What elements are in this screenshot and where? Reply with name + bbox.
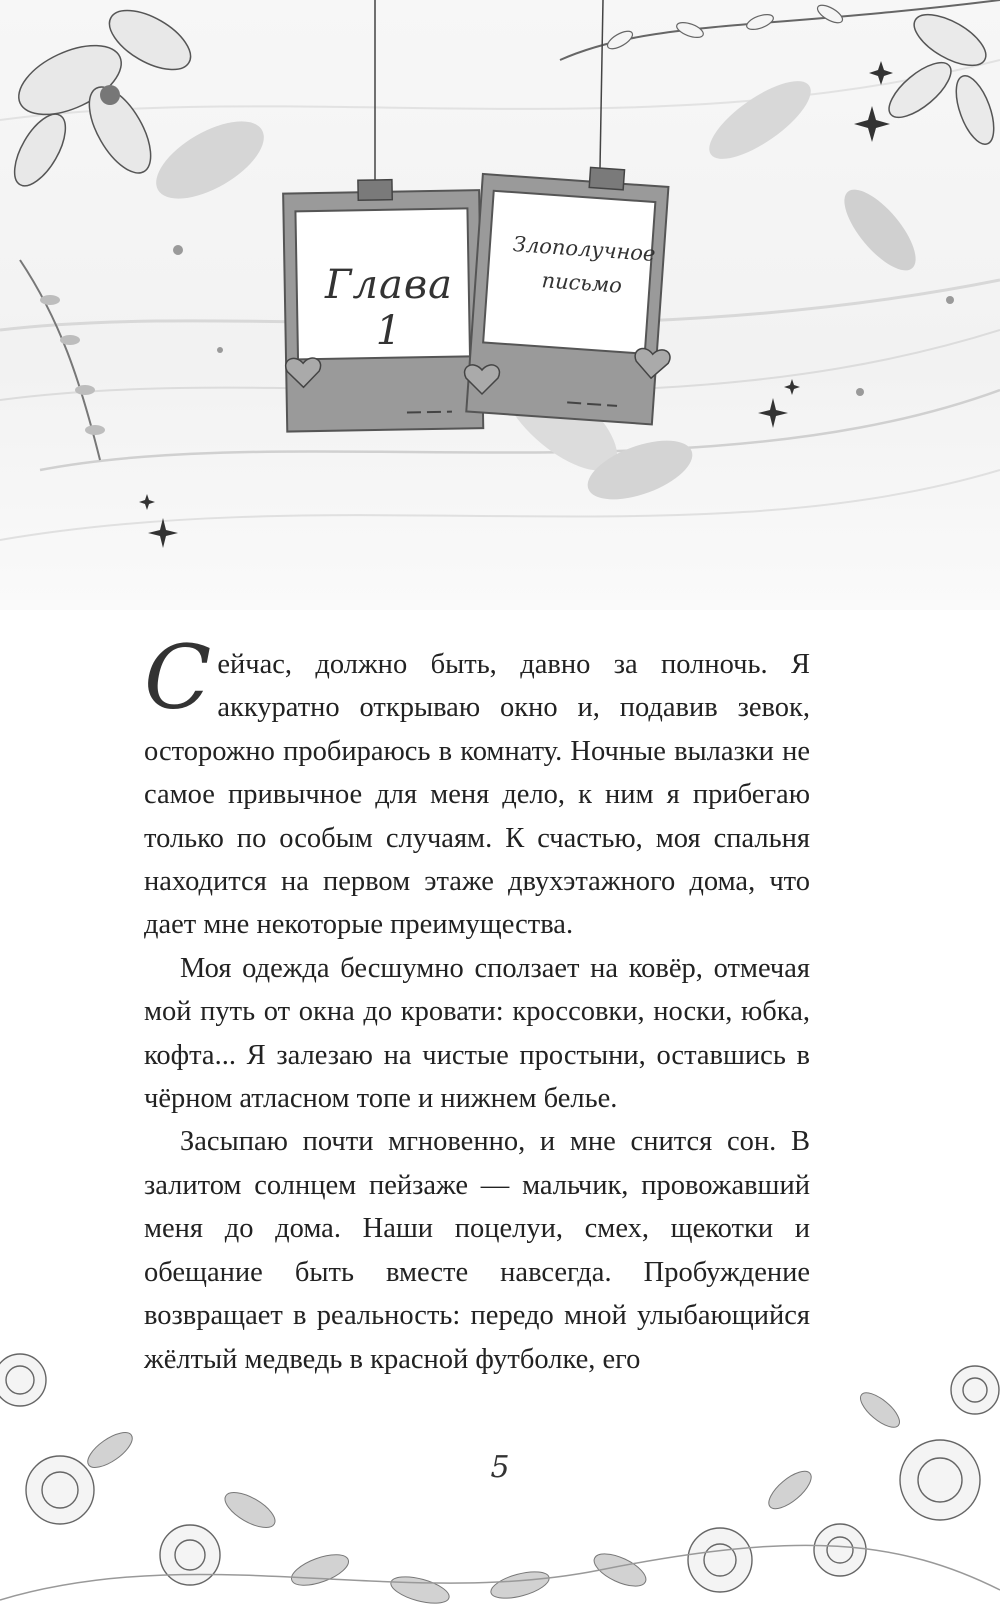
paragraph-1-text: ейчас, должно быть, давно за полночь. Я аккуратно открываю окно и, подавив зевок, осторожно пробираюсь в комнату. Ночные вылазки не самое привычное для меня дело, к ним я прибегаю только по особым случаям. К счастью, моя спальня находится на первом этаже двухэтажного дома, что дает мне некоторые преимущества. (144, 649, 810, 941)
chapter-title-line-2: письмо (540, 268, 623, 298)
paragraph-1 (144, 626, 810, 947)
page-number: 5 (490, 1450, 510, 1485)
chapter-body (144, 626, 810, 1381)
chapter-number: Глава 1 (325, 262, 453, 354)
chapter-title (506, 227, 660, 305)
chapter-title-line-1: Злополучное (512, 232, 657, 266)
header-illustration (0, 0, 1000, 610)
paragraph-3: Засыпаю почти мгновенно, и мне снится сон. В залитом солнцем пейзаже — мальчик, провожавший меня до дома. Наши поцелуи, смех, щекотки и обещание быть вместе навсегда. Пробуждение возвращает в реальность: передо мной улыбающийся жёлтый медведь в красной футболке, его (144, 1126, 810, 1375)
drop-cap: С (144, 626, 212, 729)
paragraph-2: Моя одежда бесшумно сползает на ковёр, отмечая мой путь от окна до кровати: кроссовки, носки, юбка, кофта... Я залезаю на чистые простыни, оставшись в чёрном атласном топе и нижнем белье. (144, 952, 810, 1115)
floral-header-art (0, 0, 1000, 610)
